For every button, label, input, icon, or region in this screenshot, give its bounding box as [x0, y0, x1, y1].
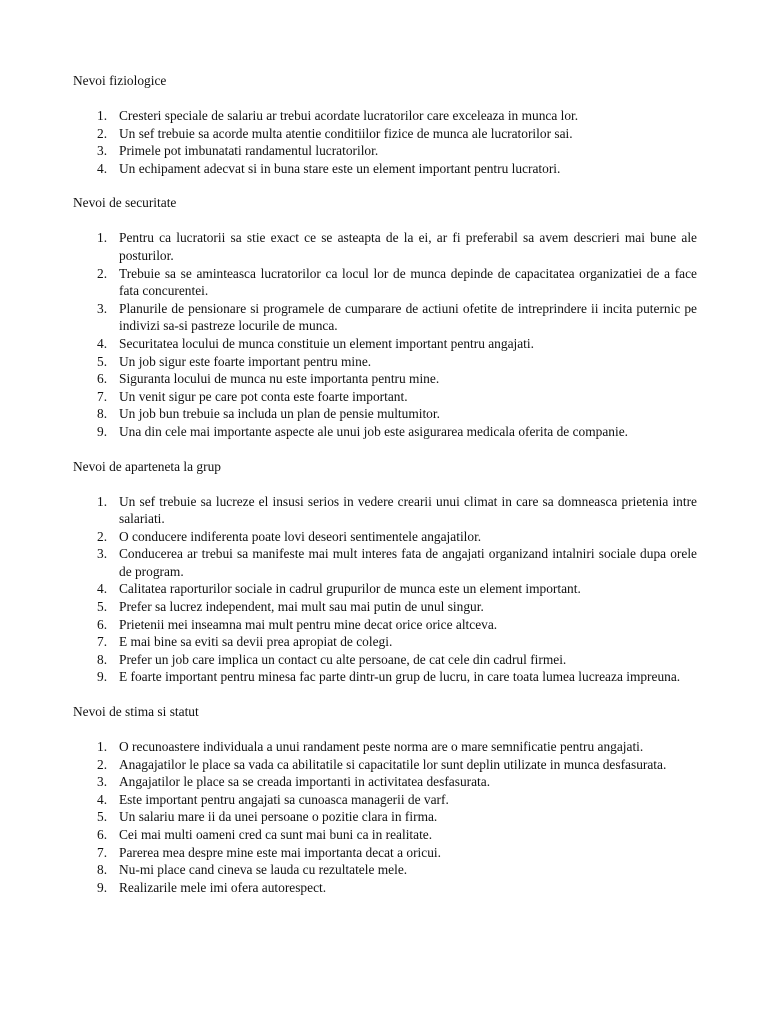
list-item: [73, 668, 697, 686]
list-number: 1.: [97, 493, 108, 509]
numbered-list: [73, 738, 697, 896]
numbered-list: [73, 493, 697, 687]
list-item-text: Cei mai multi oameni cred ca sunt mai buni ca in realitate.: [119, 827, 433, 842]
list-item-text: Parerea mea despre mine este mai importanta decat a oricui.: [119, 844, 441, 860]
section-title: Nevoi fiziologice: [73, 73, 167, 88]
list-item-text: Prefer un job care implica un contact cu alte persoane, de cat cele din cadrul firmei.: [119, 651, 567, 667]
list-number: 7.: [97, 388, 108, 404]
section-title: Nevoi de aparteneta la grup: [73, 458, 221, 474]
list-number: 8.: [97, 406, 108, 422]
list-item-text: Prefer sa lucrez independent, mai mult sau mai putin de unul singur.: [119, 599, 484, 615]
list-item-text: Un job sigur este foarte important pentru mine.: [119, 353, 372, 369]
section-nevoi-de-securitate: [73, 194, 697, 440]
list-item: [73, 265, 697, 300]
list-number: 9.: [97, 669, 108, 685]
list-item: [73, 528, 697, 546]
list-item: [73, 616, 697, 634]
section-nevoi-de-stima: [73, 703, 697, 896]
list-number: 3.: [97, 300, 108, 316]
list-item: [73, 388, 697, 406]
list-item-text: Pentru ca lucratorii sa stie exact ce se asteapta de la ei, ar fi preferabil sa avem descrieri mai bune ale posturilor.: [119, 230, 697, 263]
list-number: 5.: [97, 599, 108, 615]
list-item-text: Primele pot imbunatati randamentul lucratorilor.: [119, 143, 379, 159]
list-item: [73, 738, 697, 756]
list-item-text: Anagajatilor le place sa vada ca abilitatile si capacitatile lor sunt deplin utilizate in munca desfasurata.: [119, 756, 667, 772]
list-number: 7.: [97, 844, 108, 860]
list-number: 6.: [97, 371, 108, 387]
list-item-text: Realizarile mele imi ofera autorespect.: [119, 879, 327, 895]
list-item-text: Siguranta locului de munca nu este importanta pentru mine.: [119, 371, 440, 387]
list-item: [73, 580, 697, 598]
list-number: 2.: [97, 756, 108, 772]
section-nevoi-de-apartenenta: [73, 458, 697, 687]
list-item-text: O recunoastere individuala a unui randament peste norma are o mare semnificatie pentru angajati.: [119, 739, 644, 755]
list-number: 4.: [97, 335, 108, 351]
list-number: 9.: [97, 879, 108, 895]
list-item: [73, 229, 697, 264]
list-item: [73, 142, 697, 160]
list-item: [73, 633, 697, 651]
list-item: [73, 879, 697, 897]
numbered-list: [73, 107, 697, 177]
list-item: [73, 861, 697, 879]
document-content: [73, 72, 697, 913]
list-item: [73, 353, 697, 371]
list-item: [73, 773, 697, 791]
list-item: [73, 808, 697, 826]
list-item: [73, 107, 697, 125]
list-item-text: Nu-mi place cand cineva se lauda cu rezultatele mele.: [119, 862, 408, 878]
list-number: 2.: [97, 528, 108, 544]
list-item: [73, 405, 697, 423]
list-number: 8.: [97, 862, 108, 878]
list-number: 7.: [97, 634, 108, 650]
list-item: [73, 651, 697, 669]
list-number: 3.: [97, 143, 108, 159]
list-item: [73, 125, 697, 143]
section-nevoi-fiziologice: [73, 72, 697, 177]
list-number: 5.: [97, 353, 108, 369]
section-title: Nevoi de securitate: [73, 195, 177, 211]
list-item: [73, 423, 697, 441]
list-item-text: Cresteri speciale de salariu ar trebui acordate lucratorilor care exceleaza in munca lor.: [119, 108, 579, 123]
list-item-text: Un job bun trebuie sa includa un plan de pensie multumitor.: [119, 406, 440, 422]
list-item-text: Un venit sigur pe care pot conta este foarte important.: [119, 388, 408, 404]
list-item-text: Este important pentru angajati sa cunoasca managerii de varf.: [119, 791, 449, 807]
list-number: 4.: [97, 581, 108, 597]
list-item: [73, 545, 697, 580]
list-item-text: Calitatea raporturilor sociale in cadrul grupurilor de munca este un element important.: [119, 581, 581, 597]
list-number: 6.: [97, 827, 108, 842]
list-number: 2.: [97, 265, 108, 281]
list-item-text: Una din cele mai importante aspecte ale unui job este asigurarea medicala oferita de companie.: [119, 423, 628, 439]
list-item-text: Planurile de pensionare si programele de cumparare de actiuni ofetite de intreprindere ii incita puternic pe indivizi sa-si pastreze locurile de munca.: [119, 300, 697, 334]
list-item: [73, 598, 697, 616]
list-item-text: Securitatea locului de munca constituie un element important pentru angajati.: [119, 335, 534, 351]
list-item: [73, 493, 697, 528]
list-number: 1.: [97, 108, 108, 123]
list-item-text: Trebuie sa se aminteasca lucratorilor ca locul lor de munca depinde de capacitatea organizatiei de a face fata concurentei.: [119, 265, 697, 299]
list-number: 4.: [97, 791, 108, 807]
list-item: [73, 826, 697, 844]
list-item-text: Angajatilor le place sa se creada importanti in activitatea desfasurata.: [119, 774, 491, 790]
list-item: [73, 335, 697, 353]
list-number: 2.: [97, 125, 108, 141]
list-item-text: Un sef trebuie sa lucreze el insusi serios in vedere crearii unui climat in care sa domneasca prietenia intre salariati.: [119, 493, 697, 527]
list-item-text: E foarte important pentru minesa fac parte dintr-un grup de lucru, in care toata lumea lucreaza impreuna.: [119, 669, 681, 685]
list-item: [73, 300, 697, 335]
list-number: 9.: [97, 423, 108, 439]
list-number: 3.: [97, 546, 108, 562]
list-number: 1.: [97, 739, 108, 755]
list-item-text: Un echipament adecvat si in buna stare este un element important pentru lucratori.: [119, 160, 561, 176]
list-item-text: Un salariu mare ii da unei persoane o pozitie clara in firma.: [119, 809, 438, 825]
list-item: [73, 756, 697, 774]
list-item: [73, 844, 697, 862]
numbered-list: [73, 229, 697, 440]
list-item-text: Un sef trebuie sa acorde multa atentie conditiilor fizice de munca ale lucratorilor sai.: [119, 125, 573, 141]
list-item-text: E mai bine sa eviti sa devii prea apropiat de colegi.: [119, 634, 393, 650]
section-title: Nevoi de stima si statut: [73, 704, 199, 720]
list-number: 1.: [97, 230, 108, 246]
list-item-text: Conducerea ar trebui sa manifeste mai mult interes fata de angajati organizand intalniri sociale dupa orele de program.: [119, 546, 697, 579]
list-number: 8.: [97, 651, 108, 667]
list-number: 3.: [97, 774, 108, 790]
list-item: [73, 791, 697, 809]
list-item: [73, 370, 697, 388]
list-number: 6.: [97, 616, 108, 632]
list-number: 4.: [97, 160, 108, 176]
list-item-text: O conducere indiferenta poate lovi deseori sentimentele angajatilor.: [119, 528, 482, 544]
list-item: [73, 160, 697, 178]
list-item-text: Prietenii mei inseamna mai mult pentru mine decat orice orice altceva.: [119, 616, 498, 632]
list-number: 5.: [97, 809, 108, 825]
